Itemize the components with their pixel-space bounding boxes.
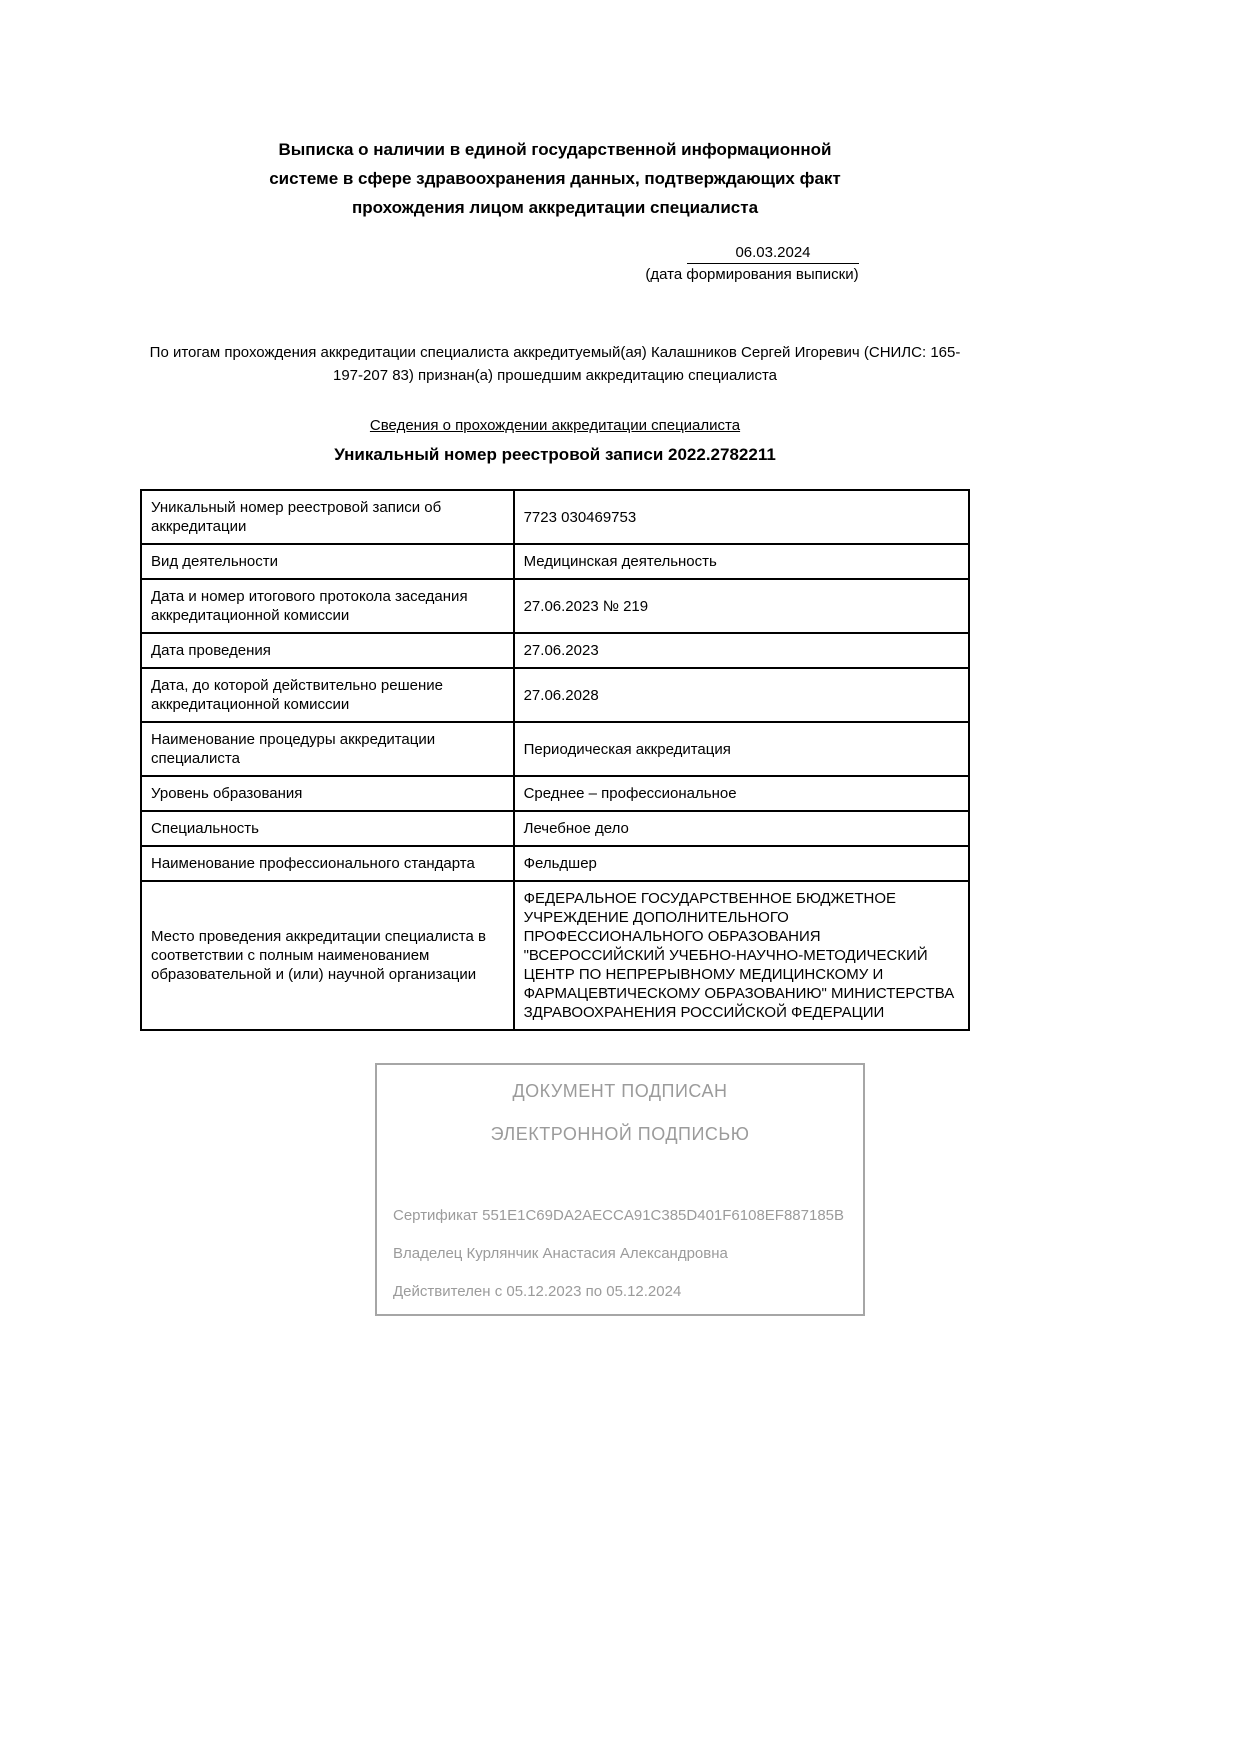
document-title-line-3: прохождения лицом аккредитации специалиста [351,198,759,217]
section-heading: Сведения о прохождении аккредитации специалиста [369,417,741,434]
formation-date-value: 06.03.2024 [687,244,859,264]
table-row-label: Дата, до которой действительно решение аккредитационной комиссии [141,668,514,722]
formation-date-block [645,244,859,283]
table-row [141,811,969,846]
accreditation-details-table [140,489,970,1031]
table-row-label: Вид деятельности [141,544,514,579]
table-row-label: Уникальный номер реестровой записи об аккредитации [141,490,514,544]
table-row-value: 7723 030469753 [514,490,969,544]
table-row [141,776,969,811]
table-row [141,579,969,633]
table-row-label: Наименование профессионального стандарта [141,846,514,881]
table-row [141,668,969,722]
signature-validity: Действителен с 05.12.2023 по 05.12.2024 [393,1283,682,1300]
table-row [141,846,969,881]
table-row-value: Медицинская деятельность [514,544,969,579]
table-row-value: Фельдшер [514,846,969,881]
document-title-line-1: Выписка о наличии в единой государственной информационной [278,140,832,159]
table-row-label: Место проведения аккредитации специалиста в соответствии с полным наименованием образовательной и (или) научной организации [141,881,514,1030]
table-row-value: 27.06.2023 [514,633,969,668]
document-title [140,135,970,222]
table-row-label: Дата и номер итогового протокола заседания аккредитационной комиссии [141,579,514,633]
table-row-value: Среднее – профессиональное [514,776,969,811]
table-row-label: Специальность [141,811,514,846]
table-row [141,490,969,544]
signature-heading-line-1: ДОКУМЕНТ ПОДПИСАН [512,1081,728,1101]
table-row [141,722,969,776]
document-title-line-2: системе в сфере здравоохранения данных, подтверждающих факт [269,169,841,188]
signature-owner: Владелец Курлянчик Анастасия Александровна [393,1245,728,1262]
table-row-value: ФЕДЕРАЛЬНОЕ ГОСУДАРСТВЕННОЕ БЮДЖЕТНОЕ УЧРЕЖДЕНИЕ ДОПОЛНИТЕЛЬНОГО ПРОФЕССИОНАЛЬНОГО ОБРАЗОВАНИЯ "ВСЕРОССИЙСКИЙ УЧЕБНО-НАУЧНО-МЕТОДИЧЕСКИЙ ЦЕНТР ПО НЕПРЕРЫВНОМУ МЕДИЦИНСКОМУ И ФАРМАЦЕВТИЧЕСКОМУ ОБРАЗОВАНИЮ" МИНИСТЕРСТВА ЗДРАВООХРАНЕНИЯ РОССИЙСКОЙ ФЕДЕРАЦИИ [514,881,969,1030]
table-row [141,633,969,668]
table-row-label: Уровень образования [141,776,514,811]
table-row-value: Лечебное дело [514,811,969,846]
table-row-label: Наименование процедуры аккредитации специалиста [141,722,514,776]
table-row-value: 27.06.2023 № 219 [514,579,969,633]
signature-certificate: Сертификат 551E1C69DA2AECCA91C385D401F6108EF887185B [393,1207,845,1224]
registry-record-heading: Уникальный номер реестровой записи 2022.2782211 [334,445,776,464]
table-row [141,881,969,1030]
table-row [141,544,969,579]
table-row-label: Дата проведения [141,633,514,668]
accreditation-result-paragraph: По итогам прохождения аккредитации специалиста аккредитуемый(ая) Калашников Сергей Игоревич (СНИЛС: 165-197-207 83) признан(а) прошедшим аккредитацию специалиста [149,344,961,384]
signature-heading-line-2: ЭЛЕКТРОННОЙ ПОДПИСЬЮ [490,1124,750,1144]
table-row-value: 27.06.2028 [514,668,969,722]
electronic-signature-stamp [375,1063,865,1316]
table-row-value: Периодическая аккредитация [514,722,969,776]
formation-date-caption: (дата формирования выписки) [645,266,859,283]
